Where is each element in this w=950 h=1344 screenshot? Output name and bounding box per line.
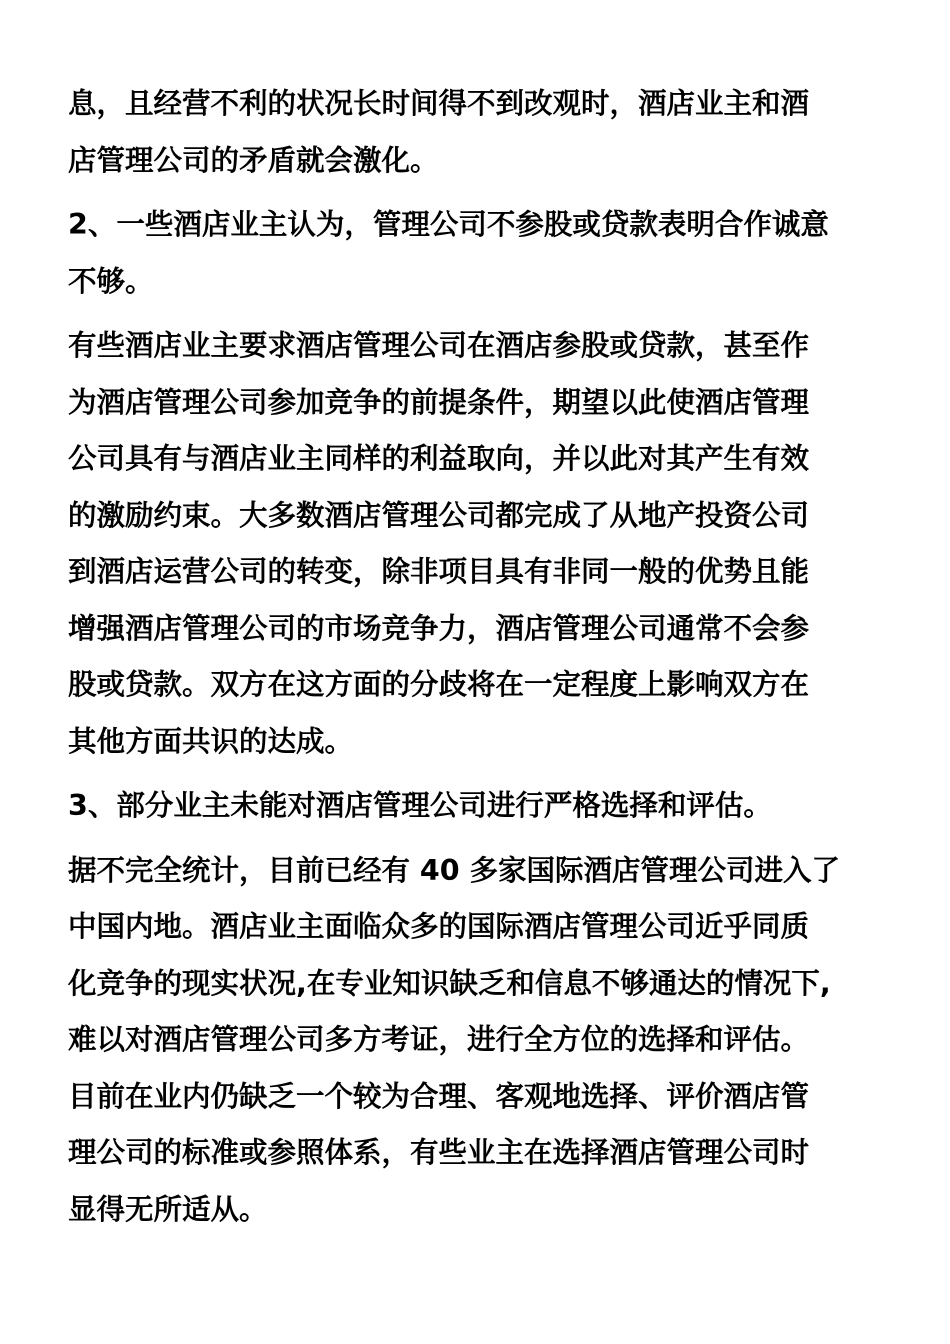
paragraph-body: 据不完全统计，目前已经有 40 多家国际酒店管理公司进入了 中国内地。酒店业主面临众多的国际酒店管理公司近乎同质 化竞争的现实状况,在专业知识缺乏和信息不够通达的情况下, 难以对酒店管理公司多方考证，进行全方位的选择和评估。 目前在业内仍缺乏一个较为合理、客观地选择、评价酒店管 理公司的标准或参照体系，有些业主在选择酒店管理公司时 显得无所适从。 xyxy=(68,853,841,1226)
paragraph-body: 有些酒店业主要求酒店管理公司在酒店参股或贷款，甚至作 为酒店管理公司参加竞争的前提条件，期望以此使酒店管理 公司具有与酒店业主同样的利益取向，并以此对其产生有效 的激励约束。大多数酒店管理公司都完成了从地产投资公司 到酒店运营公司的转变，除非项目具有非同一般的优势且能 增强酒店管理公司的市场竞争力，酒店管理公司通常不会参 股或贷款。双方在这方面的分歧将在一定程度上影响双方在 其他方面共识的达成。 xyxy=(68,329,810,758)
paragraph-point-3: 3、部分业主未能对酒店管理公司进行严格选择和评估。 xyxy=(68,789,772,822)
paragraph-point-2: 2、一些酒店业主认为，管理公司不参股或贷款表明合作诚意 不够。 xyxy=(68,208,829,298)
paragraph-continuation: 息，且经营不利的状况长时间得不到改观时，酒店业主和酒 店管理公司的矛盾就会激化。 xyxy=(68,87,810,177)
document-page xyxy=(68,76,882,1246)
